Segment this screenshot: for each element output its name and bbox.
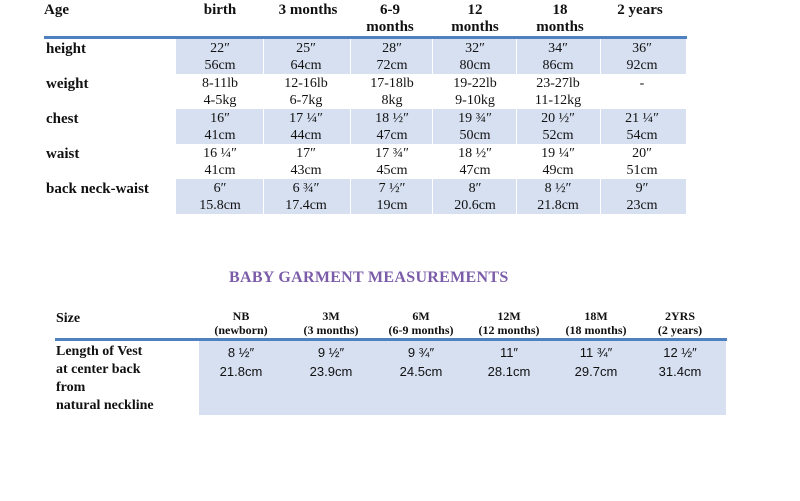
table-cell: 28.1cm (487, 364, 531, 379)
size-header-label: Size (56, 311, 81, 326)
table-cell: 50cm (459, 128, 491, 143)
row-label-back-neck-waist: back neck-waist (46, 181, 149, 197)
table-cell: 29.7cm (574, 364, 618, 379)
column-separator (516, 39, 517, 214)
table-cell: 34″ (548, 41, 568, 56)
row-label-line: at center back (56, 362, 141, 377)
col-header-line2: months (366, 19, 414, 35)
table-cell: 19 ¼″ (541, 146, 575, 161)
table-cell: 8 ½″ (544, 181, 572, 196)
row-label-vest-length (56, 343, 154, 415)
table-cell: 51cm (626, 163, 658, 178)
row-label-line: Length of Vest (56, 344, 143, 359)
table-cell: 20.6cm (454, 198, 496, 213)
table-cell: 64cm (290, 58, 322, 73)
column-separator (263, 39, 264, 214)
row-label-weight: weight (46, 76, 89, 92)
table-cell: 20 ½″ (541, 111, 575, 126)
col-header-line1: 2 years (617, 2, 663, 18)
col-header-line2: months (536, 19, 584, 35)
table-cell: 21.8cm (537, 198, 579, 213)
table-cell: 86cm (542, 58, 574, 73)
col-header-3m (288, 309, 374, 337)
table-cell: 15.8cm (199, 198, 241, 213)
table-cell: 17″ (296, 146, 316, 161)
table-cell: 8-11lb (201, 76, 239, 91)
col-header-line2: (3 months) (303, 323, 359, 337)
table-cell: 11″ (499, 345, 519, 360)
table-cell: 9 ½″ (317, 345, 345, 360)
table-cell: 19cm (376, 198, 408, 213)
col-header-line1: 12 (467, 2, 483, 18)
table-cell: - (639, 76, 645, 91)
col-header-line1: 3 months (278, 2, 338, 18)
table-cell: 19 ¾″ (458, 111, 492, 126)
table-cell: 8″ (468, 181, 482, 196)
table-cell: 41cm (204, 163, 236, 178)
table-cell: 80cm (459, 58, 491, 73)
table-cell: 17 ¼″ (289, 111, 323, 126)
col-header-6m (376, 309, 466, 337)
col-header-line2: months (451, 19, 499, 35)
table-cell: 52cm (542, 128, 574, 143)
col-header-12m (466, 309, 552, 337)
table-cell: 31.4cm (658, 364, 702, 379)
table-cell: 25″ (296, 41, 316, 56)
section-title: BABY GARMENT MEASUREMENTS (229, 269, 509, 286)
col-header-line1: 6-9 (380, 2, 400, 18)
row-label-line: natural neckline (56, 398, 154, 413)
age-header-label: Age (44, 2, 69, 18)
table-cell: 23-27lb (536, 76, 580, 91)
row-label-height: height (46, 41, 87, 57)
table-cell: 18 ½″ (375, 111, 409, 126)
col-header-line1: 12M (497, 309, 521, 323)
table-cell: 43cm (290, 163, 322, 178)
col-header-2yrs (642, 309, 718, 337)
col-header-line2: (2 years) (657, 323, 703, 337)
table-cell: 7 ½″ (378, 181, 406, 196)
table-cell: 12 ½″ (663, 345, 697, 360)
table-cell: 92cm (626, 58, 658, 73)
table-cell: 44cm (290, 128, 322, 143)
table-cell: 6 ¾″ (292, 181, 320, 196)
col-header-line2: (12 months) (478, 323, 540, 337)
table-cell: 12-16lb (284, 76, 328, 91)
col-header-nb (203, 309, 279, 337)
table-cell: 18 ½″ (458, 146, 492, 161)
table-cell: 49cm (542, 163, 574, 178)
table-cell: 8kg (381, 93, 403, 108)
col-header-12-months (440, 2, 510, 36)
table-cell: 6-7kg (289, 93, 323, 108)
column-separator (600, 39, 601, 214)
table-cell: 6″ (213, 181, 227, 196)
table-cell: 17 ¾″ (375, 146, 409, 161)
table-cell: 72cm (376, 58, 408, 73)
table-cell: 47cm (376, 128, 408, 143)
table-cell: 22″ (210, 41, 230, 56)
table-cell: 24.5cm (399, 364, 443, 379)
col-header-line1: 18 (552, 2, 568, 18)
table-cell: 16″ (210, 111, 230, 126)
col-header-6-9-months (355, 2, 425, 36)
table-cell: 17.4cm (285, 198, 327, 213)
table-cell: 9″ (635, 181, 649, 196)
table-cell: 16 ¼″ (203, 146, 237, 161)
row-label-chest: chest (46, 111, 79, 127)
col-header-line1: NB (232, 309, 250, 323)
row-label-line: from (56, 380, 86, 395)
col-header-birth (190, 2, 250, 19)
table-cell: 41cm (204, 128, 236, 143)
col-header-line1: 6M (412, 309, 430, 323)
col-header-line1: birth (203, 2, 237, 18)
table-cell: 28″ (382, 41, 402, 56)
table-cell: 9 ¾″ (407, 345, 435, 360)
col-header-2-years (605, 2, 675, 19)
col-header-18-months (525, 2, 595, 36)
table-cell: 4-5kg (203, 93, 237, 108)
row-label-waist: waist (46, 146, 80, 162)
table-cell: 21 ¼″ (625, 111, 659, 126)
table-cell: 32″ (465, 41, 485, 56)
table-cell: 11-12kg (534, 93, 582, 108)
table-cell: 45cm (376, 163, 408, 178)
table-cell: 23cm (626, 198, 658, 213)
table-cell: 11 ¾″ (579, 345, 613, 360)
table-cell: 19-22lb (453, 76, 497, 91)
col-header-line2: (18 months) (565, 323, 627, 337)
col-header-line1: 2YRS (664, 309, 695, 323)
table-cell: 21.8cm (219, 364, 263, 379)
table-cell: 20″ (632, 146, 652, 161)
column-separator (432, 39, 433, 214)
table-cell: 56cm (204, 58, 236, 73)
table-cell: 17-18lb (370, 76, 414, 91)
col-header-line1: 3M (322, 309, 340, 323)
col-header-line2: (newborn) (214, 323, 268, 337)
col-header-line1: 18M (584, 309, 608, 323)
col-header-18m (553, 309, 639, 337)
table-cell: 8 ½″ (227, 345, 255, 360)
table-cell: 23.9cm (309, 364, 353, 379)
table-cell: 9-10kg (455, 93, 495, 108)
table-cell: 47cm (459, 163, 491, 178)
table-cell: 54cm (626, 128, 658, 143)
table-cell: 36″ (632, 41, 652, 56)
column-separator (350, 39, 351, 214)
col-header-3-months (268, 2, 348, 19)
col-header-line2: (6-9 months) (388, 323, 454, 337)
